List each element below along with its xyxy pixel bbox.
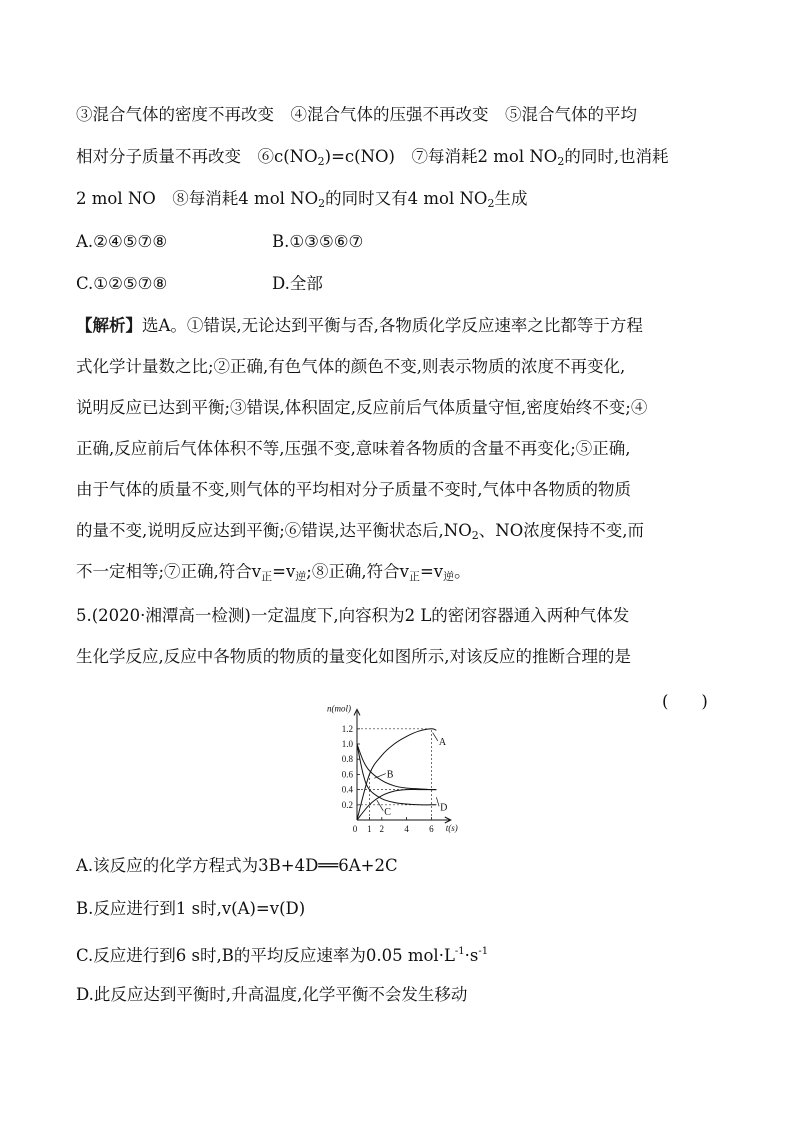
q4-option-d[interactable]: D.全部 [272, 274, 323, 293]
x-tick-label: 4 [404, 824, 409, 834]
y-tick-label: 0.6 [341, 769, 353, 780]
q5-stem-line2: 生化学反应,反应中各物质的物质的量变化如图所示,对该反应的推断合理的是 [76, 647, 631, 666]
q5-option-a[interactable]: A.该反应的化学方程式为3B+4D══6A+2C [76, 856, 398, 875]
analysis-line7: 不一定相等;⑦正确,符合$v_正=v_逆;⑧$正确,符合$v_正=v_逆$。 [76, 562, 471, 583]
y-axis-arrow [354, 709, 360, 715]
analysis-line4: 正确,反应前后气体体积不等,压强不变,意味着各物质的含量不再变化;⑤正确, [76, 439, 631, 458]
y-tick-label: 0.2 [341, 799, 353, 810]
series-label-b: B [386, 769, 394, 781]
q4-option-b[interactable]: B.①③⑤⑥⑦ [272, 232, 364, 251]
y-tick-label: 0.4 [341, 784, 353, 795]
q4-option-c[interactable]: C.①②⑤⑦⑧ [76, 274, 168, 293]
analysis-line6: 的量不变,说明反应达到平衡;⑥错误,达平衡状态后$,NO_2$、NO浓度保持不变,而 [76, 521, 644, 542]
q4-option-a[interactable]: A.②④⑤⑦⑧ [76, 232, 168, 251]
y-tick-label: 1.0 [341, 739, 353, 749]
x-tick-label: 1 [367, 824, 372, 834]
x-tick-label: 6 [429, 824, 434, 834]
series-line-a [357, 729, 436, 820]
q4-line2: 相对分子质量不再改变 $⑥c(NO_2)=c(NO)$ ⑦每消耗2 mol $NO_2$的同时,也消耗 [76, 147, 669, 168]
y-tick-label: 1.2 [341, 723, 353, 734]
series-leader-d [436, 797, 439, 806]
series-label-c: C [384, 806, 391, 818]
q4-line3: 2 mol NO ⑧每消耗4 mol $NO_2$的同时又有4 mol $NO_2$生成 [76, 189, 528, 210]
y-axis-label: n(mol) [327, 703, 351, 714]
series-leader-c [377, 800, 383, 811]
x-tick-label: 0 [352, 824, 358, 834]
q5-option-c[interactable]: C.反应进行到6 s时,B的平均反应速率为0.05 $mol\cdot L^{-1}\cdot s^{-1}$ [76, 946, 489, 965]
series-label-d: D [440, 802, 448, 814]
q4-line1: ③混合气体的密度不再改变 ④混合气体的压强不再改变 ⑤混合气体的平均 [76, 105, 637, 124]
series-leader-a [433, 733, 438, 741]
analysis-tag: 【解析】 [76, 316, 142, 335]
series-leader-b [374, 774, 385, 779]
analysis-line3: 说明反应已达到平衡;③错误,体积固定,反应前后气体质量守恒,密度始终不变;④ [76, 398, 648, 417]
series-line-c [357, 789, 436, 820]
q5-stem-line1: 5.(2020·湘潭高一检测)一定温度下,向容积为2 L的密闭容器通入两种气体发 [76, 606, 630, 625]
x-axis-arrow [445, 817, 451, 823]
series-label-a: A [438, 736, 447, 748]
series-line-b [357, 744, 436, 790]
series-line-d [357, 744, 436, 805]
analysis-line5: 由于气体的质量不变,则气体的平均相对分子质量不变时,气体中各物质的物质 [76, 480, 631, 499]
x-tick-label: 2 [379, 824, 385, 834]
analysis-line2: 式化学计量数之比;②正确,有色气体的颜色不变,则表示物质的浓度不再变化, [76, 357, 626, 376]
x-axis-label: t(s) [445, 823, 458, 833]
q5-option-b[interactable]: B.反应进行到1 s时,v(A)=v(D) [76, 899, 306, 918]
answer-blank[interactable]: ( ) [662, 692, 708, 711]
y-tick-label: 0.8 [341, 754, 353, 765]
analysis-line1: 【解析】选A。①错误,无论达到平衡与否,各物质化学反应速率之比都等于方程 [76, 316, 643, 335]
q5-option-d[interactable]: D.此反应达到平衡时,升高温度,化学平衡不会发生移动 [76, 985, 468, 1004]
